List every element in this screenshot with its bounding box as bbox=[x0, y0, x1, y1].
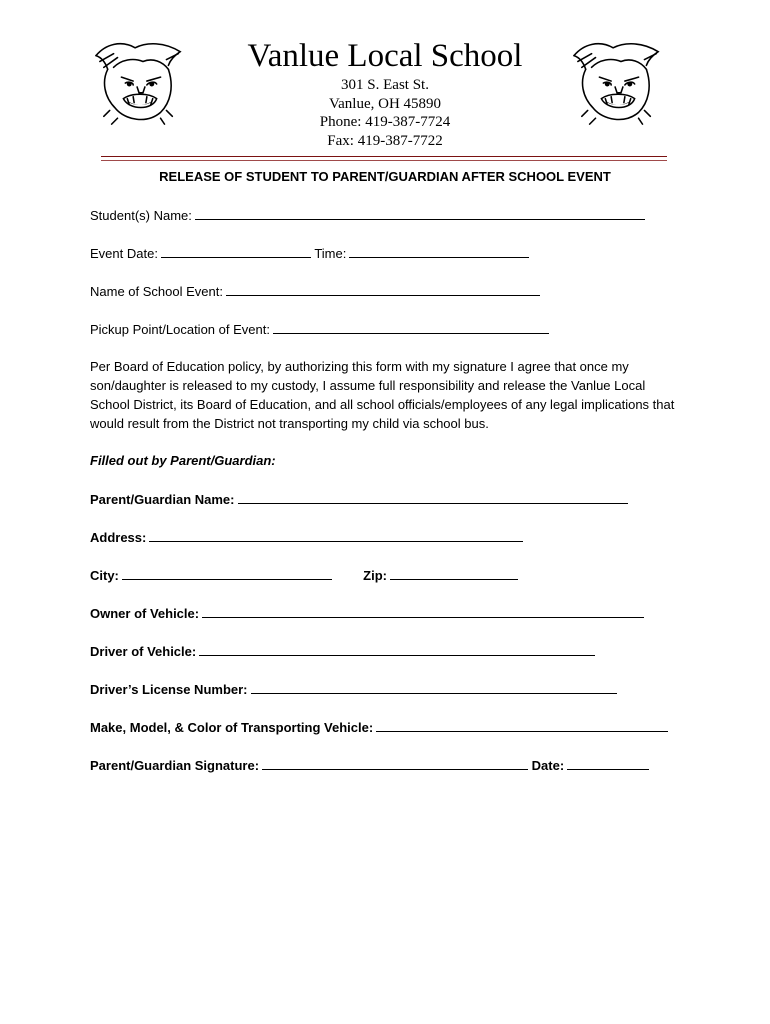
school-name: Vanlue Local School bbox=[247, 38, 523, 74]
vehicle-driver-field[interactable] bbox=[199, 642, 595, 656]
city-field[interactable] bbox=[122, 566, 332, 580]
vehicle-description-row bbox=[90, 718, 668, 737]
zip-field[interactable] bbox=[390, 566, 518, 580]
pickup-location-label: Pickup Point/Location of Event: bbox=[90, 322, 270, 337]
event-name-label: Name of School Event: bbox=[90, 284, 223, 299]
signature-label: Parent/Guardian Signature: bbox=[90, 758, 260, 773]
vehicle-owner-label: Owner of Vehicle: bbox=[90, 606, 200, 621]
students-name-label: Student(s) Name: bbox=[90, 208, 192, 223]
event-name-field[interactable] bbox=[226, 282, 540, 296]
vehicle-owner-row bbox=[90, 604, 644, 623]
city-state-zip: Vanlue, OH 45890 bbox=[328, 96, 442, 112]
signature-field[interactable] bbox=[262, 756, 528, 770]
vehicle-owner-field[interactable] bbox=[202, 604, 644, 618]
street-address: 301 S. East St. bbox=[341, 77, 429, 93]
guardian-name-label: Parent/Guardian Name: bbox=[90, 492, 235, 507]
phone-number: Phone: 419-387-7724 bbox=[319, 114, 451, 130]
event-name-row bbox=[90, 282, 540, 301]
event-date-label: Event Date: bbox=[90, 246, 158, 261]
vehicle-description-field[interactable] bbox=[376, 718, 668, 732]
event-date-field[interactable] bbox=[161, 244, 311, 258]
form-title: RELEASE OF STUDENT TO PARENT/GUARDIAN AFTER SCHOOL EVENT bbox=[159, 169, 611, 184]
fax-number: Fax: 419-387-7722 bbox=[327, 133, 443, 149]
students-name-field[interactable] bbox=[195, 206, 645, 220]
city-label: City: bbox=[90, 568, 119, 583]
guardian-name-row bbox=[90, 490, 628, 509]
license-number-field[interactable] bbox=[251, 680, 617, 694]
time-label: Time: bbox=[314, 246, 347, 261]
students-name-row bbox=[90, 206, 645, 225]
zip-label: Zip: bbox=[363, 568, 387, 583]
license-number-label: Driver’s License Number: bbox=[90, 682, 248, 697]
vehicle-description-label: Make, Model, & Color of Transporting Vehicle: bbox=[90, 720, 374, 735]
vehicle-driver-row bbox=[90, 642, 595, 661]
city-zip-row bbox=[90, 566, 518, 585]
address-row bbox=[90, 528, 523, 547]
license-number-row bbox=[90, 680, 617, 699]
letterhead-divider bbox=[101, 156, 667, 157]
pickup-location-row bbox=[90, 320, 549, 339]
date-field[interactable] bbox=[567, 756, 649, 770]
time-field[interactable] bbox=[349, 244, 529, 258]
signature-row bbox=[90, 756, 649, 775]
pickup-location-field[interactable] bbox=[273, 320, 549, 334]
policy-statement: Per Board of Education policy, by authorizing this form with my signature I agree that once my son/daughter is released to my custody, I assume full responsibility and release the Vanlue Local School District, its Board of Education, and all school officials/employees of any legal implications that would result from the District not transporting my child via school bus. bbox=[90, 359, 675, 431]
event-date-time-row bbox=[90, 244, 529, 263]
vehicle-driver-label: Driver of Vehicle: bbox=[90, 644, 197, 659]
address-field[interactable] bbox=[149, 528, 523, 542]
guardian-section-heading: Filled out by Parent/Guardian: bbox=[90, 453, 276, 468]
date-label: Date: bbox=[531, 758, 565, 773]
letterhead-divider bbox=[101, 160, 667, 161]
address-label: Address: bbox=[90, 530, 147, 545]
guardian-name-field[interactable] bbox=[238, 490, 628, 504]
